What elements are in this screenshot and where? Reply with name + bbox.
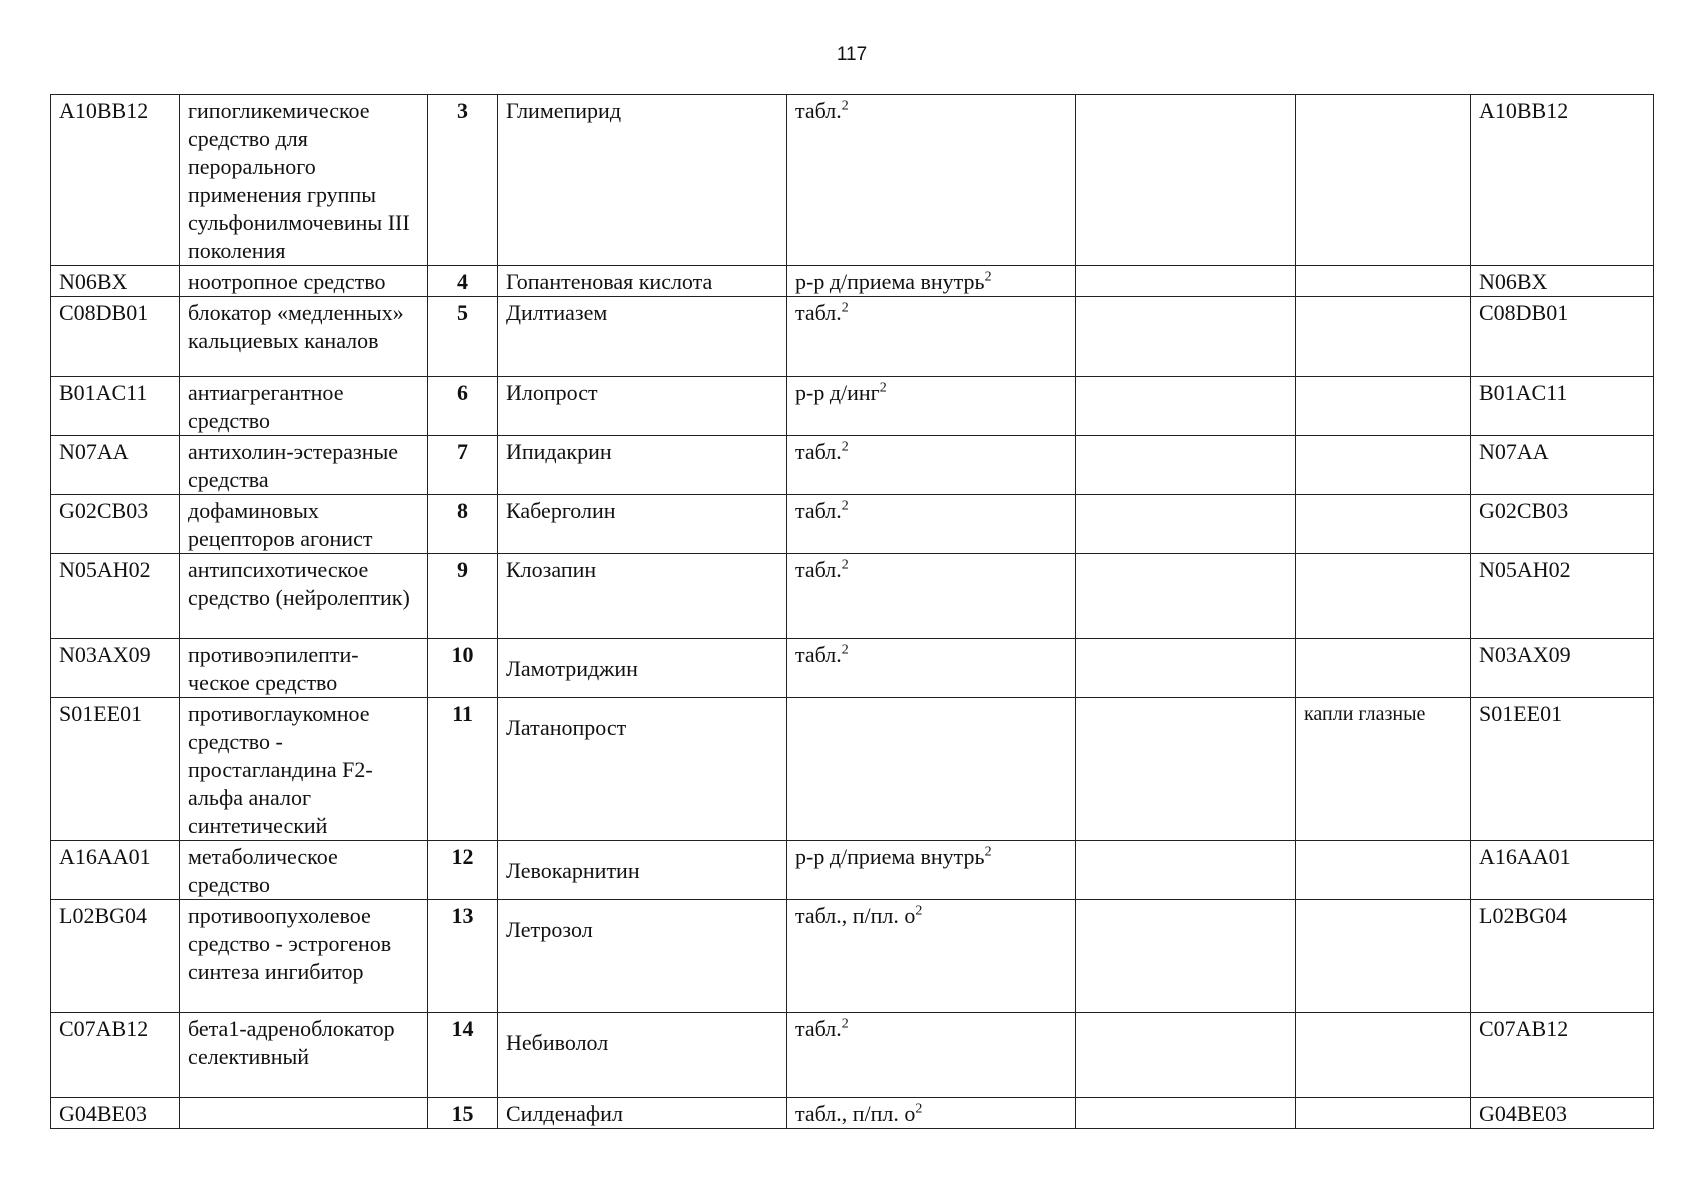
drug-name-cell bbox=[498, 554, 787, 639]
dosage-form-2-cell bbox=[1296, 495, 1471, 554]
table-row bbox=[51, 841, 1654, 900]
row-number-cell: 14 bbox=[428, 1013, 498, 1098]
page-number: 117 bbox=[836, 44, 868, 65]
dosage-form-text: табл., п/пл. о bbox=[795, 903, 916, 928]
dosage-form-2-cell bbox=[1296, 436, 1471, 495]
pharm-group-cell: противоглаукомное средство - простагландина F2-альфа аналог синтетический bbox=[180, 698, 428, 841]
table-body bbox=[51, 95, 1654, 1129]
row-number-cell: 13 bbox=[428, 900, 498, 1013]
drug-name: Небиволол bbox=[506, 1030, 609, 1055]
drug-name-cell bbox=[498, 436, 787, 495]
drug-name-cell bbox=[498, 1098, 787, 1129]
drug-name-cell bbox=[498, 266, 787, 297]
footnote-mark: 2 bbox=[841, 557, 849, 573]
dosage-form-text: табл. bbox=[795, 642, 842, 667]
drug-name: Клозапин bbox=[506, 557, 597, 582]
drug-name-cell bbox=[498, 841, 787, 900]
table-row bbox=[51, 95, 1654, 266]
empty-cell bbox=[1076, 1098, 1296, 1129]
atc-code-cell: N06BX bbox=[51, 266, 180, 297]
dosage-form-text: табл. bbox=[795, 98, 842, 123]
dosage-form-2-cell bbox=[1296, 1098, 1471, 1129]
empty-cell bbox=[1076, 436, 1296, 495]
atc-code-2-cell: G04BE03 bbox=[1471, 1098, 1654, 1129]
row-number-cell: 11 bbox=[428, 698, 498, 841]
pharm-group-cell: дофаминовых рецепторов агонист bbox=[180, 495, 428, 554]
atc-code-2-cell: A10BB12 bbox=[1471, 95, 1654, 266]
table-row bbox=[51, 297, 1654, 377]
pharm-group-cell: метаболическое средство bbox=[180, 841, 428, 900]
dosage-form-2-cell: капли глазные bbox=[1296, 698, 1471, 841]
pharm-group-cell: гипогликемическое средство для перорального применения группы сульфонилмочевины III поколения bbox=[180, 95, 428, 266]
drug-name: Латанопрост bbox=[506, 715, 627, 740]
table-row bbox=[51, 1013, 1654, 1098]
pharm-group-cell: ноотропное средство bbox=[180, 266, 428, 297]
dosage-form-cell bbox=[787, 1013, 1076, 1098]
table-row bbox=[51, 639, 1654, 698]
atc-code-2-cell: A16AA01 bbox=[1471, 841, 1654, 900]
dosage-form-text: р-р д/приема внутрь bbox=[795, 269, 985, 294]
footnote-mark: 2 bbox=[915, 1101, 923, 1117]
dosage-form-2-cell bbox=[1296, 639, 1471, 698]
dosage-form-cell bbox=[787, 297, 1076, 377]
pharm-group-cell: антихолин-эстеразные средства bbox=[180, 436, 428, 495]
pharm-group-cell: противоопухолевое средство - эстрогенов синтеза ингибитор bbox=[180, 900, 428, 1013]
pharm-group-cell: бета1-адреноблокатор селективный bbox=[180, 1013, 428, 1098]
row-number-cell: 3 bbox=[428, 95, 498, 266]
drug-name: Гопантеновая кислота bbox=[506, 269, 713, 294]
dosage-form-2-cell bbox=[1296, 1013, 1471, 1098]
row-number-cell: 15 bbox=[428, 1098, 498, 1129]
pharm-group-cell bbox=[180, 1098, 428, 1129]
drug-name-cell bbox=[498, 495, 787, 554]
dosage-form-text: р-р д/приема внутрь bbox=[795, 844, 985, 869]
dosage-form-2-cell bbox=[1296, 297, 1471, 377]
dosage-form-cell bbox=[787, 436, 1076, 495]
dosage-form-cell bbox=[787, 841, 1076, 900]
footnote-mark: 2 bbox=[841, 98, 849, 114]
empty-cell bbox=[1076, 95, 1296, 266]
empty-cell bbox=[1076, 297, 1296, 377]
atc-code-cell: N07AA bbox=[51, 436, 180, 495]
row-number-cell: 7 bbox=[428, 436, 498, 495]
drug-name: Илопрост bbox=[506, 380, 598, 405]
footnote-mark: 2 bbox=[841, 439, 849, 455]
dosage-form-2-cell bbox=[1296, 377, 1471, 436]
footnote-mark: 2 bbox=[841, 1016, 849, 1032]
table-row bbox=[51, 377, 1654, 436]
table-row bbox=[51, 266, 1654, 297]
dosage-form-text: табл. bbox=[795, 557, 842, 582]
drug-name-cell bbox=[498, 900, 787, 1013]
drug-name: Летрозол bbox=[506, 917, 593, 942]
dosage-form-cell bbox=[787, 698, 1076, 841]
dosage-form-text: табл. bbox=[795, 1016, 842, 1041]
atc-code-2-cell: C07AB12 bbox=[1471, 1013, 1654, 1098]
atc-code-cell: B01AC11 bbox=[51, 377, 180, 436]
drug-name: Дилтиазем bbox=[506, 300, 608, 325]
empty-cell bbox=[1076, 698, 1296, 841]
table-row bbox=[51, 436, 1654, 495]
atc-code-cell: A16AA01 bbox=[51, 841, 180, 900]
table-row bbox=[51, 900, 1654, 1013]
atc-code-2-cell: S01EE01 bbox=[1471, 698, 1654, 841]
row-number-cell: 5 bbox=[428, 297, 498, 377]
pharm-group-cell: антипсихотическое средство (нейролептик) bbox=[180, 554, 428, 639]
row-number-cell: 10 bbox=[428, 639, 498, 698]
footnote-mark: 2 bbox=[841, 498, 849, 514]
atc-code-2-cell: G02CB03 bbox=[1471, 495, 1654, 554]
drug-name: Каберголин bbox=[506, 498, 616, 523]
dosage-form-text: табл. bbox=[795, 498, 842, 523]
footnote-mark: 2 bbox=[984, 844, 992, 860]
dosage-form-cell bbox=[787, 900, 1076, 1013]
empty-cell bbox=[1076, 1013, 1296, 1098]
row-number-cell: 4 bbox=[428, 266, 498, 297]
dosage-form-cell bbox=[787, 1098, 1076, 1129]
atc-code-cell: G02CB03 bbox=[51, 495, 180, 554]
drug-name: Левокарнитин bbox=[506, 858, 640, 883]
atc-code-2-cell: N03AX09 bbox=[1471, 639, 1654, 698]
atc-code-2-cell: N07AA bbox=[1471, 436, 1654, 495]
drug-name-cell bbox=[498, 297, 787, 377]
drug-name-cell bbox=[498, 95, 787, 266]
drug-table bbox=[50, 94, 1654, 1129]
footnote-mark: 2 bbox=[879, 380, 887, 396]
dosage-form-2-cell bbox=[1296, 554, 1471, 639]
pharm-group-cell: противоэпилепти-ческое средство bbox=[180, 639, 428, 698]
drug-name: Ламотриджин bbox=[506, 656, 638, 681]
row-number-cell: 9 bbox=[428, 554, 498, 639]
atc-code-cell: C08DB01 bbox=[51, 297, 180, 377]
table-row bbox=[51, 698, 1654, 841]
atc-code-cell: N05AH02 bbox=[51, 554, 180, 639]
drug-name-cell bbox=[498, 377, 787, 436]
dosage-form-cell bbox=[787, 554, 1076, 639]
empty-cell bbox=[1076, 495, 1296, 554]
footnote-mark: 2 bbox=[984, 269, 992, 285]
dosage-form-2-cell bbox=[1296, 900, 1471, 1013]
dosage-form-2-cell bbox=[1296, 266, 1471, 297]
dosage-form-2-cell bbox=[1296, 841, 1471, 900]
empty-cell bbox=[1076, 639, 1296, 698]
drug-name: Ипидакрин bbox=[506, 439, 612, 464]
atc-code-2-cell: L02BG04 bbox=[1471, 900, 1654, 1013]
dosage-form-cell bbox=[787, 266, 1076, 297]
drug-name-cell bbox=[498, 1013, 787, 1098]
atc-code-cell: A10BB12 bbox=[51, 95, 180, 266]
atc-code-2-cell: N05AH02 bbox=[1471, 554, 1654, 639]
row-number-cell: 6 bbox=[428, 377, 498, 436]
footnote-mark: 2 bbox=[841, 300, 849, 316]
pharm-group-cell: блокатор «медленных» кальциевых каналов bbox=[180, 297, 428, 377]
dosage-form-text: р-р д/инг bbox=[795, 380, 880, 405]
dosage-form-cell bbox=[787, 495, 1076, 554]
row-number-cell: 8 bbox=[428, 495, 498, 554]
empty-cell bbox=[1076, 266, 1296, 297]
table-row bbox=[51, 1098, 1654, 1129]
row-number-cell: 12 bbox=[428, 841, 498, 900]
footnote-mark: 2 bbox=[841, 642, 849, 658]
atc-code-cell: N03AX09 bbox=[51, 639, 180, 698]
dosage-form-text: табл. bbox=[795, 300, 842, 325]
dosage-form-cell bbox=[787, 377, 1076, 436]
atc-code-cell: C07AB12 bbox=[51, 1013, 180, 1098]
table-row bbox=[51, 554, 1654, 639]
empty-cell bbox=[1076, 900, 1296, 1013]
dosage-form-2-cell bbox=[1296, 95, 1471, 266]
empty-cell bbox=[1076, 841, 1296, 900]
footnote-mark: 2 bbox=[915, 903, 923, 919]
drug-name: Глимепирид bbox=[506, 98, 622, 123]
drug-name-cell bbox=[498, 698, 787, 841]
atc-code-cell: S01EE01 bbox=[51, 698, 180, 841]
atc-code-cell: L02BG04 bbox=[51, 900, 180, 1013]
atc-code-cell: G04BE03 bbox=[51, 1098, 180, 1129]
dosage-form-text: табл. bbox=[795, 439, 842, 464]
empty-cell bbox=[1076, 377, 1296, 436]
pharm-group-cell: антиагрегантное средство bbox=[180, 377, 428, 436]
dosage-form-cell bbox=[787, 639, 1076, 698]
dosage-form-text: табл., п/пл. о bbox=[795, 1101, 916, 1126]
dosage-form-cell bbox=[787, 95, 1076, 266]
atc-code-2-cell: N06BX bbox=[1471, 266, 1654, 297]
atc-code-2-cell: B01AC11 bbox=[1471, 377, 1654, 436]
atc-code-2-cell: C08DB01 bbox=[1471, 297, 1654, 377]
drug-name-cell bbox=[498, 639, 787, 698]
drug-name: Силденафил bbox=[506, 1101, 623, 1126]
table-row bbox=[51, 495, 1654, 554]
empty-cell bbox=[1076, 554, 1296, 639]
